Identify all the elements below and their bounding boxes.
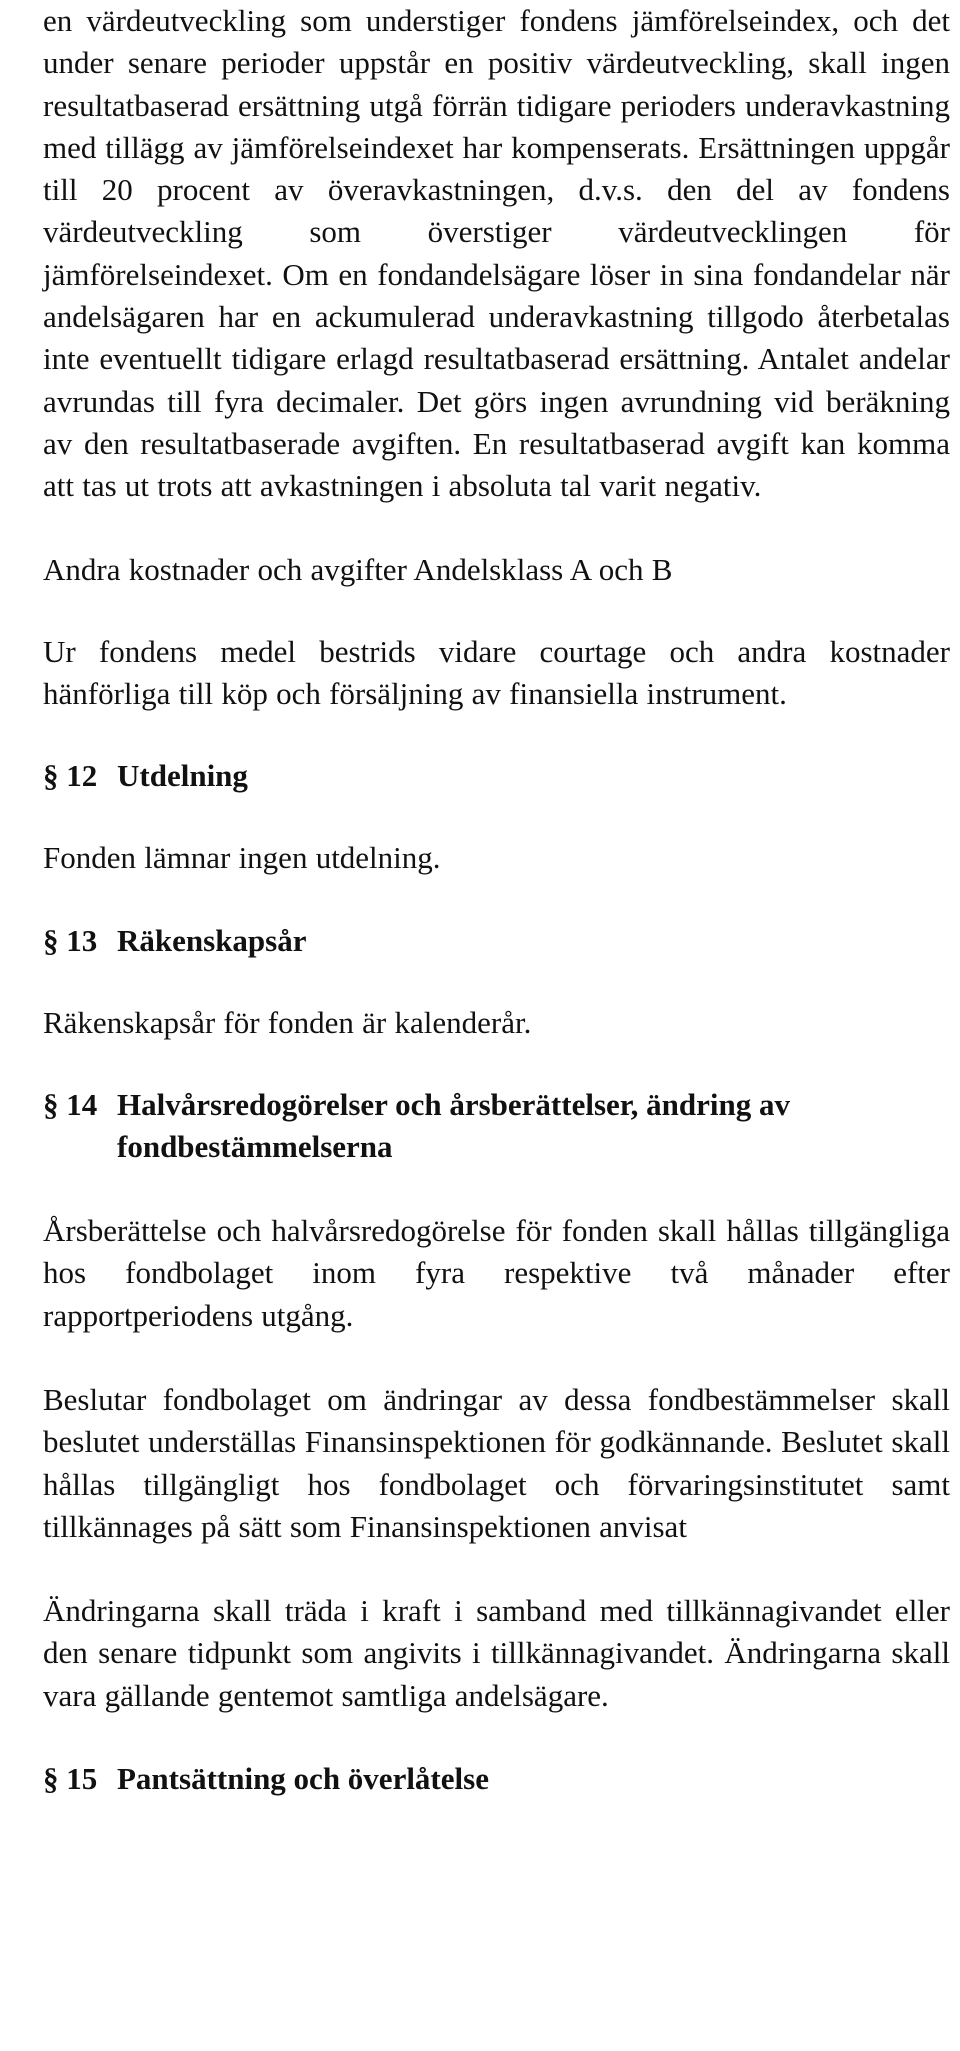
section-15-number: § 15 — [43, 1761, 98, 1797]
paragraph-performance-fee: en värdeutveckling som understiger fondens jämförelseindex, och det under senare perioder uppstår en positiv värdeutveckling, skall ingen resultatbaserad ersättning utgå förrän tidigare perioders underavkastning med tillägg av jämförelseindexet har kompenserats. Ersättningen uppgår till 20 procent av överavkastningen, d.v.s. den del av fondens värdeutveckling som överstiger värdeutvecklingen för jämförelseindexet. Om en fondandelsägare löser in sina fondandelar när andelsägaren har en ackumulerad underavkastning tillgodo återbetalas inte eventuellt tidigare erlagd resultatbaserad ersättning. Antalet andelar avrundas till fyra decimaler. Det görs ingen avrundning vid beräkning av den resultatbaserade avgiften. En resultatbaserad avgift kan komma att tas ut trots att avkastningen i absoluta tal varit negativ. — [43, 3, 950, 504]
document-page — [43, 0, 950, 1800]
section-12-number: § 12 — [43, 758, 98, 794]
section-13-body: Räkenskapsår för fonden är kalenderår. — [43, 1004, 532, 1040]
section-13-heading — [43, 920, 950, 962]
section-14-title: Halvårsredogörelser och årsberättelser, ändring av fondbestämmelserna — [117, 1087, 791, 1165]
section-15-title: Pantsättning och överlåtelse — [117, 1761, 489, 1797]
section-14-heading — [43, 1084, 950, 1168]
section-12-body: Fonden lämnar ingen utdelning. — [43, 840, 441, 876]
section-12-title: Utdelning — [117, 758, 248, 794]
section-15-heading — [43, 1758, 950, 1800]
section-12-heading — [43, 755, 950, 797]
section-13-title: Räkenskapsår — [117, 922, 307, 958]
subheading-other-costs: Andra kostnader och avgifter Andelsklass A och B — [43, 551, 673, 587]
section-13-number: § 13 — [43, 922, 98, 958]
section-14-body-1: Årsberättelse och halvårsredogörelse för fonden skall hållas tillgängliga hos fondbolaget inom fyra respektive två månader efter rapportperiodens utgång. — [43, 1213, 950, 1333]
section-14-number: § 14 — [43, 1087, 98, 1123]
paragraph-other-costs: Ur fondens medel bestrids vidare courtage och andra kostnader hänförliga till köp och försäljning av finansiella instrument. — [43, 633, 950, 712]
section-14-body-3: Ändringarna skall träda i kraft i samband med tillkännagivandet eller den senare tidpunkt som angivits i tillkännagivandet. Ändringarna skall vara gällande gentemot samtliga andelsägare. — [43, 1593, 950, 1713]
section-14-body-2: Beslutar fondbolaget om ändringar av dessa fondbestämmelser skall beslutet underställas Finansinspektionen för godkännande. Beslutet skall hållas tillgängligt hos fondbolaget och förvaringsinstitutet samt tillkännages på sätt som Finansinspektionen anvisat — [43, 1381, 950, 1544]
